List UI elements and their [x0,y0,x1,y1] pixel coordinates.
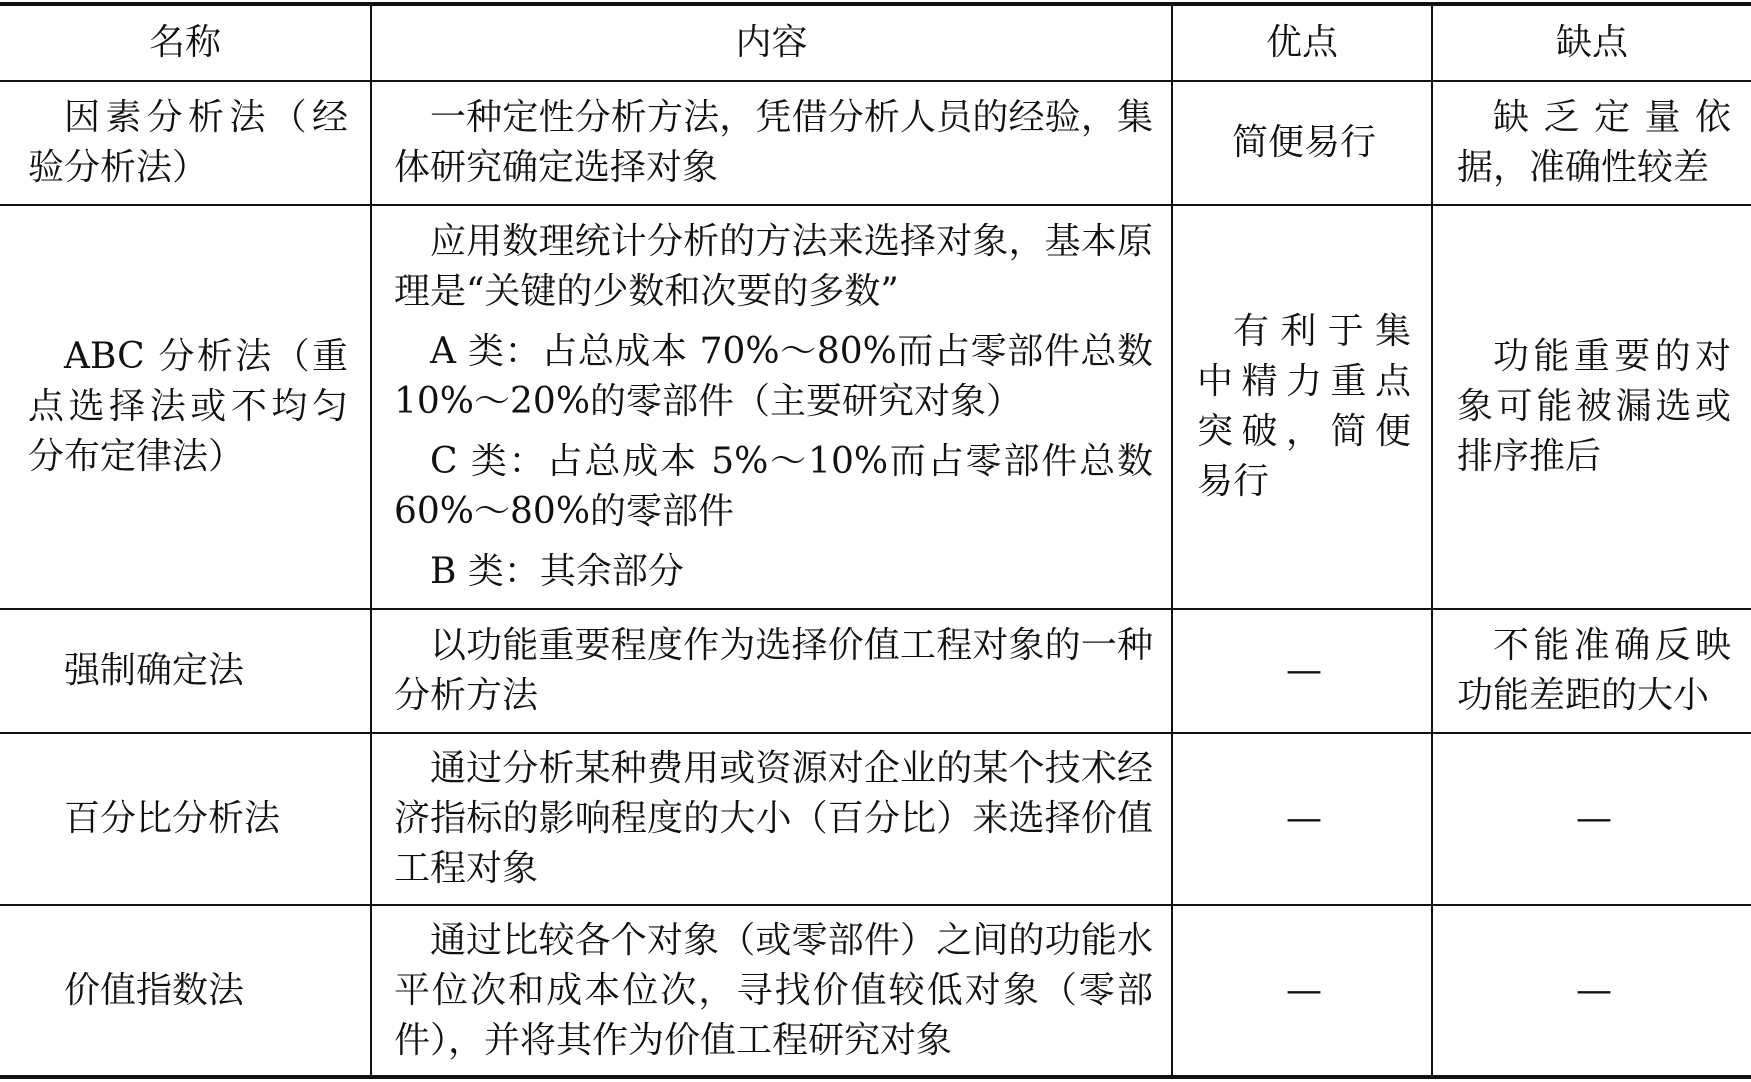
content-paragraph: 通过比较各个对象（或零部件）之间的功能水平位次和成本位次，寻找价值较低对象（零部件），并将其作为价值工程研究对象 [394,919,1153,1061]
method-cons-cell [1432,733,1751,905]
method-name-cell [0,81,371,205]
method-name: ABC 分析法（重点选择法或不均匀分布定律法） [28,336,348,477]
content-paragraph: 以功能重要程度作为选择价值工程对象的一种分析方法 [394,625,1153,716]
method-cons-cell [1432,609,1751,733]
content-paragraph: 应用数理统计分析的方法来选择对象，基本原理是“关键的少数和次要的多数” [394,221,1153,312]
method-pros: — [1286,650,1322,691]
method-pros: 简便易行 [1231,122,1376,163]
content-paragraph: A 类：占总成本 70%～80%而占零部件总数10%～20%的零部件（主要研究对象） [394,331,1153,422]
method-pros: — [1286,798,1322,839]
table-row [0,609,1751,733]
method-cons: 功能重要的对象可能被漏选或排序推后 [1457,336,1731,477]
header-name: 名称 [0,4,371,81]
method-content-cell [371,81,1172,205]
method-content-cell [371,609,1172,733]
method-pros-cell [1172,81,1432,205]
method-cons: — [1576,798,1612,839]
method-cons-cell [1432,205,1751,609]
method-pros: — [1286,969,1322,1011]
method-cons: 缺乏定量依据，准确性较差 [1457,97,1731,188]
method-pros-cell [1172,733,1432,905]
method-content-cell [371,205,1172,609]
method-name: 因素分析法（经验分析法） [28,97,348,188]
method-name-cell [0,609,371,733]
method-name-cell [0,905,371,1077]
method-pros-cell [1172,205,1432,609]
header-content: 内容 [371,4,1172,81]
method-content-cell [371,733,1172,905]
method-content-cell [371,905,1172,1077]
header-cons: 缺点 [1432,4,1751,81]
table-row [0,81,1751,205]
method-name: 价值指数法 [64,969,245,1011]
method-pros-cell [1172,609,1432,733]
method-name: 百分比分析法 [64,798,281,839]
header-pros: 优点 [1172,4,1432,81]
content-paragraph: 一种定性分析方法，凭借分析人员的经验，集体研究确定选择对象 [394,97,1153,188]
method-pros-cell [1172,905,1432,1077]
table-row [0,205,1751,609]
method-cons: — [1576,969,1612,1011]
method-name: 强制确定法 [64,650,245,691]
table-row [0,905,1751,1077]
method-name-cell [0,733,371,905]
value-engineering-object-selection-table [0,2,1751,1079]
method-cons-cell [1432,81,1751,205]
content-paragraph: 通过分析某种费用或资源对企业的某个技术经济指标的影响程度的大小（百分比）来选择价值工程对象 [394,748,1153,889]
method-cons: 不能准确反映功能差距的大小 [1457,625,1731,716]
method-pros: 有利于集中精力重点突破，简便易行 [1197,311,1411,502]
table-header-row [0,4,1751,81]
table-row [0,733,1751,905]
content-paragraph: B 类：其余部分 [430,551,684,592]
method-name-cell [0,205,371,609]
method-cons-cell [1432,905,1751,1077]
content-paragraph: C 类：占总成本 5%～10%而占零部件总数60%～80%的零部件 [394,441,1153,532]
